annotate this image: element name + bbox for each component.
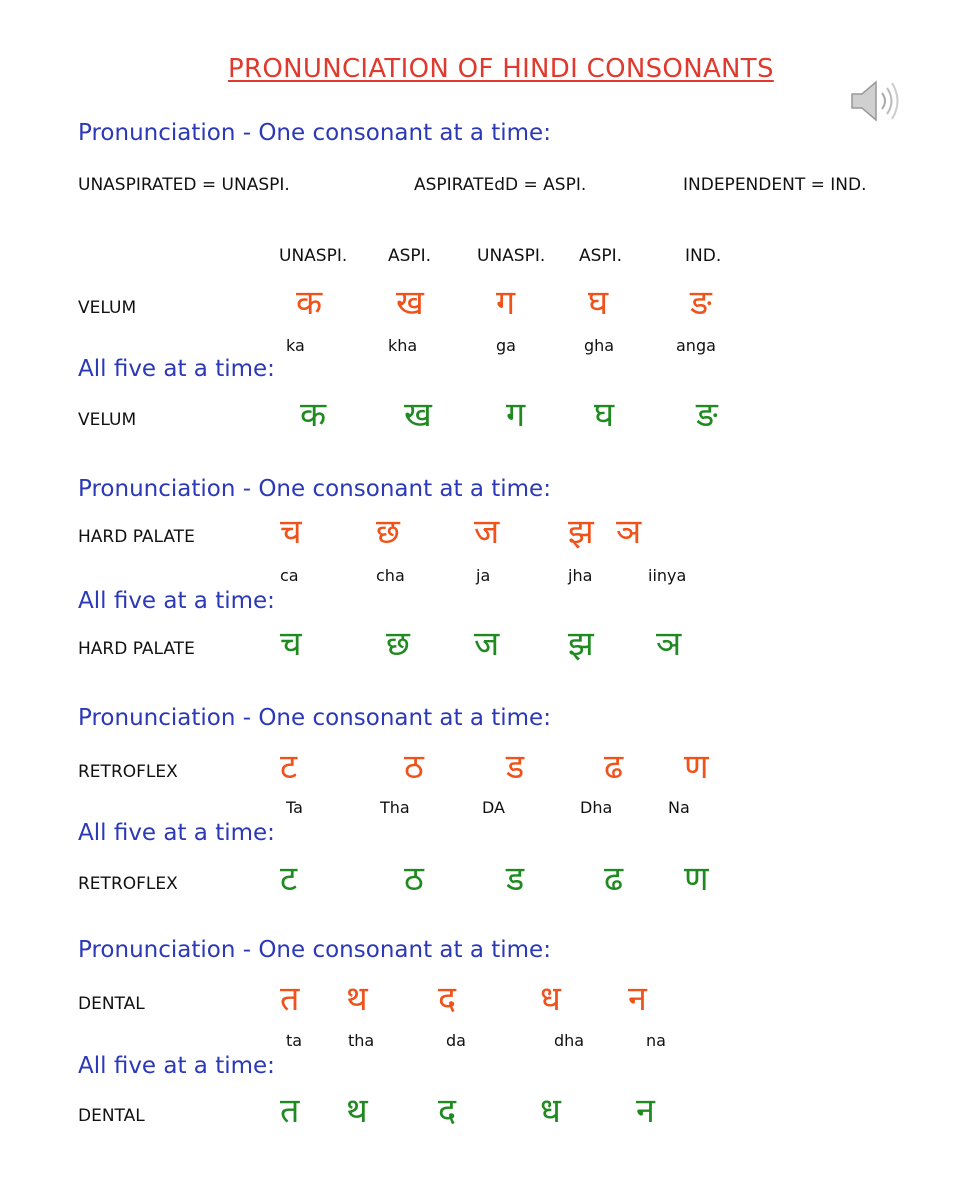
translit-Tha: Tha xyxy=(380,798,410,817)
consonant-anga[interactable]: ङ xyxy=(696,395,718,435)
translit-tha: tha xyxy=(348,1031,375,1050)
group-label-retroflex: RETROFLEX xyxy=(78,874,178,894)
translit-Ta: Ta xyxy=(286,798,303,817)
translit-ca: ca xyxy=(280,566,299,585)
consonant-DA[interactable]: ड xyxy=(506,859,525,899)
group-label-dental: DENTAL xyxy=(78,994,145,1014)
section-heading-all: All five at a time: xyxy=(78,1053,275,1079)
column-header-unaspirated: UNASPI. xyxy=(279,246,348,266)
consonant-ga[interactable]: ग xyxy=(506,395,526,435)
consonant-cha[interactable]: छ xyxy=(386,624,410,664)
consonant-Dha[interactable]: ढ xyxy=(604,747,624,787)
consonant-Na[interactable]: ण xyxy=(684,859,709,899)
consonant-ta[interactable]: त xyxy=(280,979,300,1019)
consonant-na[interactable]: न xyxy=(628,979,647,1019)
translit-anga: anga xyxy=(676,336,716,355)
consonant-ja[interactable]: ज xyxy=(474,624,500,664)
translit-iinya: iinya xyxy=(648,566,687,585)
section-heading-all: All five at a time: xyxy=(78,588,275,614)
consonant-gha[interactable]: घ xyxy=(594,395,615,435)
consonant-Ta[interactable]: ट xyxy=(280,747,298,787)
group-label-retroflex: RETROFLEX xyxy=(78,762,178,782)
column-header-independent: IND. xyxy=(685,246,722,266)
translit-DA: DA xyxy=(482,798,505,817)
translit-kha: kha xyxy=(388,336,418,355)
page-title: PRONUNCIATION OF HINDI CONSONANTS xyxy=(228,54,774,84)
consonant-jha[interactable]: झ xyxy=(568,624,594,664)
translit-gha: gha xyxy=(584,336,615,355)
consonant-Tha[interactable]: ठ xyxy=(404,747,424,787)
consonant-da[interactable]: द xyxy=(438,1091,457,1131)
consonant-tha[interactable]: थ xyxy=(346,979,368,1019)
translit-cha: cha xyxy=(376,566,405,585)
consonant-DA[interactable]: ड xyxy=(506,747,525,787)
section-heading-single: Pronunciation - One consonant at a time: xyxy=(78,937,551,963)
consonant-da[interactable]: द xyxy=(438,979,457,1019)
consonant-dha[interactable]: ध xyxy=(540,979,561,1019)
consonant-ja[interactable]: ज xyxy=(474,512,500,552)
section-heading-single: Pronunciation - One consonant at a time: xyxy=(78,705,551,731)
consonant-gha[interactable]: घ xyxy=(588,283,609,323)
consonant-tha[interactable]: थ xyxy=(346,1091,368,1131)
translit-jha: jha xyxy=(568,566,593,585)
translit-Dha: Dha xyxy=(580,798,613,817)
legend-aspirated: ASPIRATEdD = ASPI. xyxy=(414,175,587,195)
consonant-dha[interactable]: ध xyxy=(540,1091,561,1131)
consonant-cha[interactable]: छ xyxy=(376,512,400,552)
section-heading-single: Pronunciation - One consonant at a time: xyxy=(78,120,551,146)
consonant-Tha[interactable]: ठ xyxy=(404,859,424,899)
group-label-hard-palate: HARD PALATE xyxy=(78,527,195,547)
consonant-ca[interactable]: च xyxy=(280,512,302,552)
column-header-unaspirated: UNASPI. xyxy=(477,246,546,266)
translit-da: da xyxy=(446,1031,466,1050)
group-label-velum: VELUM xyxy=(78,298,137,318)
consonant-kha[interactable]: ख xyxy=(404,395,432,435)
consonant-na[interactable]: न xyxy=(636,1091,655,1131)
legend-independent: INDEPENDENT = IND. xyxy=(683,175,867,195)
translit-dha: dha xyxy=(554,1031,585,1050)
consonant-Dha[interactable]: ढ xyxy=(604,859,624,899)
speaker-audio-icon[interactable] xyxy=(848,76,902,126)
group-label-dental: DENTAL xyxy=(78,1106,145,1126)
legend-unaspirated: UNASPIRATED = UNASPI. xyxy=(78,175,290,195)
group-label-velum: VELUM xyxy=(78,410,137,430)
consonant-jha[interactable]: झ xyxy=(568,512,594,552)
translit-Na: Na xyxy=(668,798,690,817)
consonant-Ta[interactable]: ट xyxy=(280,859,298,899)
consonant-iinya[interactable]: ञ xyxy=(616,512,642,552)
translit-ga: ga xyxy=(496,336,516,355)
section-heading-all: All five at a time: xyxy=(78,356,275,382)
consonant-ta[interactable]: त xyxy=(280,1091,300,1131)
consonant-ka[interactable]: क xyxy=(300,395,327,435)
translit-ta: ta xyxy=(286,1031,303,1050)
consonant-iinya[interactable]: ञ xyxy=(656,624,682,664)
translit-na: na xyxy=(646,1031,666,1050)
consonant-anga[interactable]: ङ xyxy=(690,283,712,323)
translit-ka: ka xyxy=(286,336,305,355)
consonant-ca[interactable]: च xyxy=(280,624,302,664)
column-header-aspirated: ASPI. xyxy=(388,246,432,266)
section-heading-all: All five at a time: xyxy=(78,820,275,846)
consonant-kha[interactable]: ख xyxy=(396,283,424,323)
group-label-hard-palate: HARD PALATE xyxy=(78,639,195,659)
consonant-ka[interactable]: क xyxy=(296,283,323,323)
section-heading-single: Pronunciation - One consonant at a time: xyxy=(78,476,551,502)
consonant-ga[interactable]: ग xyxy=(496,283,516,323)
translit-ja: ja xyxy=(476,566,491,585)
consonant-Na[interactable]: ण xyxy=(684,747,709,787)
column-header-aspirated: ASPI. xyxy=(579,246,623,266)
